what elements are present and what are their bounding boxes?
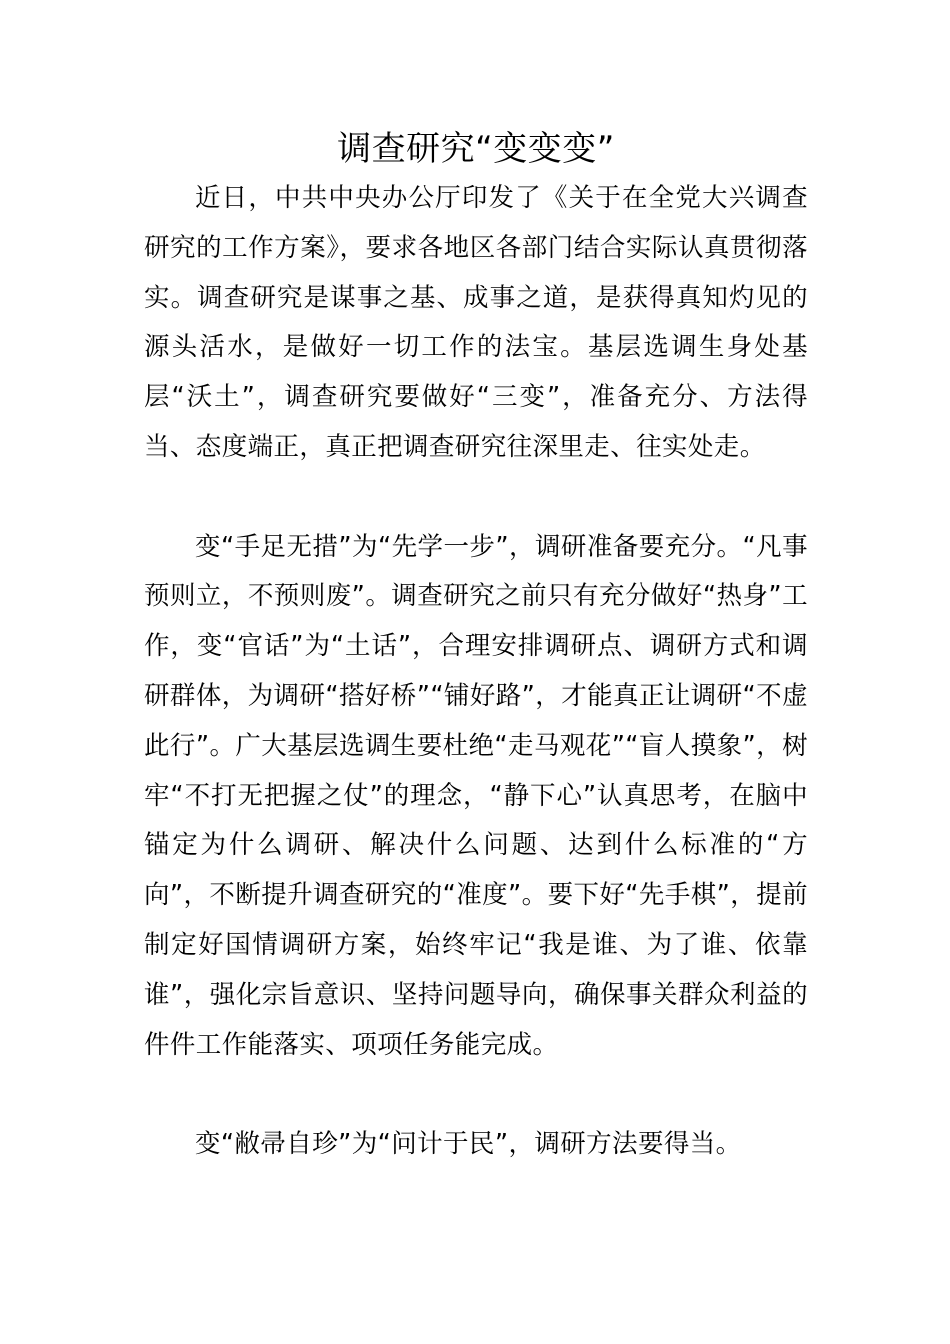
document-title: 调查研究“变变变” [337,129,615,169]
paragraph-spacer [144,473,808,523]
paragraph-preparation: 变“手足无措”为“先学一步”，调研准备要充分。“凡事预则立，不预则废”。调查研究之前只有充分做好“热身”工作，变“官话”为“土话”，合理安排调研点、调研方式和调研群体，为调研“搭好桥”“铺好路”，才能真正让调研“不虚此行”。广大基层选调生要杜绝“走马观花”“盲人摸象”，树牢“不打无把握之仗”的理念，“静下心”认真思考，在脑中锚定为什么调研、解决什么问题、达到什么标准的“方向”，不断提升调查研究的“准度”。要下好“先手棋”，提前制定好国情调研方案，始终牢记“我是谁、为了谁、依靠谁”，强化宗旨意识、坚持问题导向，确保事关群众利益的件件工作能落实、项项任务能完成。 [144,531,808,1060]
paragraph-intro: 近日，中共中央办公厅印发了《关于在全党大兴调查研究的工作方案》，要求各地区各部门结合实际认真贯彻落实。调查研究是谋事之基、成事之道，是获得真知灼见的源头活水，是做好一切工作的法宝。基层选调生身处基层“沃土”，调查研究要做好“三变”，准备充分、方法得当、态度端正，真正把调查研究往深里走、往实处走。 [144,183,808,462]
document-page [144,124,808,1170]
paragraph-method: 变“敝帚自珍”为“问计于民”，调研方法要得当。 [195,1129,742,1160]
paragraph-spacer [144,1070,808,1120]
